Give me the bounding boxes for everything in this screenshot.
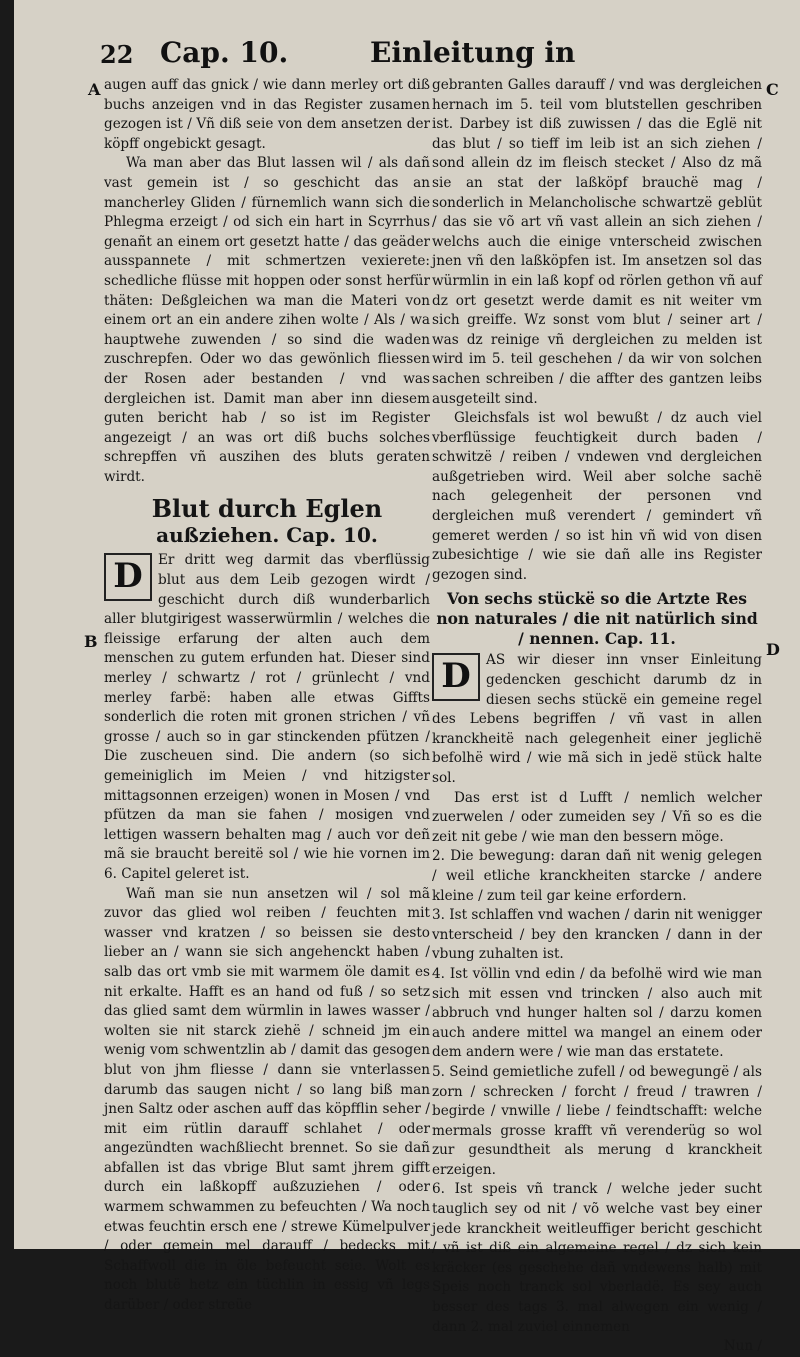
paragraph <box>432 651 762 788</box>
page-number: 22 <box>100 40 134 69</box>
list-item: 2. Die bewegung: daran dañ nit wenig gelegen / weil etliche kranckheiten starcke / andere kleine / zum teil gar keine erfordern. <box>432 848 762 904</box>
paragraph-text: Er dritt weg darmit das vberflüssig blut aus dem Leib gezogen wirdt / geschicht durch diß wunderbarlich aller blutgirigest wasserwürmlin / welches die fleissige erfarung der alten auch dem menschen zu gutem erfunden hat. Dieser sind merley / schwartz / rot / grünlecht / vnd merley farbë: haben alle etwas Giffts sonderlich die roten mit gronen strichen / vñ grosse / auch so in gar stinckenden pfützen / Die zuscheuen sind. Die andern (so sich gemeiniglich im Meien / vnd hitzigster mittagsonnen erzeigen) wonen in Mosen / vnd pfützen da man sie fahen / mosigen vnd lettigen wassern behalten mag / auch vor deñ mã sie braucht bereitë sol / wie hie vornen im 6. Capitel geleret ist. <box>104 552 430 882</box>
chapter-title: Blut durch Eglen <box>151 494 383 524</box>
chapter-running-head: Cap. 10. <box>160 36 289 69</box>
left-column <box>104 76 430 1316</box>
margin-letter-d: D <box>766 640 780 659</box>
right-column <box>432 76 762 1357</box>
paragraph: gebranten Galles darauff / vnd was dergleichen hernach im 5. teil vom blutstellen geschriben ist. Darbey ist diß zuwissen / das die Eglë nit das blut / so tieff im leib ist an sich ziehen / sond allein dz im fleisch stecket / Also dz mã sie an stat der laßköpf brauchë mag / sonderlich in Melancholische schwartzë geblüt / das sie võ art vñ vast allein an sich ziehen / welchs auch die einige vnterscheid zwischen jnen vñ den laßköpfen ist. Im ansetzen sol das würmlin in ein laß kopf od rörlen gethon vñ auf dz ort gesetzt werde damit es nit weiter vm sich greiffe. Wz sonst vom blut / seiner art / was dz reinige vñ dergleichen zu melden ist wird im 5. teil geschehen / da wir von solchen sachen schreiben / die affter des gantzen leibs ausgeteilt sind. <box>432 77 762 407</box>
paragraph: Das erst ist d Lufft / nemlich welcher zuerwelen / oder zumeiden sey / Vñ so es die zeit nit gebe / wie man den bessern möge. <box>432 789 762 845</box>
drop-cap: D <box>104 553 152 601</box>
drop-cap: D <box>432 653 480 701</box>
paragraph-text: AS wir dieser inn vnser Einleitung gedencken geschicht darumb dz in diesen sechs stückë ein gemeine regel des Lebens begriffen / vñ vast in allen kranckheitë nach gelegenheit einer jeglichë befolhë wird / wie mã sich in jedë stück halte sol. <box>432 652 762 786</box>
chapter-heading <box>104 495 430 547</box>
book-running-head: Einleitung in <box>370 36 576 69</box>
list-item: 3. Ist schlaffen vnd wachen / darin nit wenigger vnterscheid / bey den krancken / dann in der vbung zuhalten ist. <box>432 907 762 963</box>
paragraph: Wa man aber das Blut lassen wil / als dañ vast gemein ist / so geschicht das an mancherley Gliden / fürnemlich wann sich die Phlegma erzeigt / od sich ein hart in Scyrrhus genañt an einem ort gesetzt hatte / das geäder ausspannete / mit schmertzen vexierete: schedliche flüsse mit hoppen oder sonst herfür thäten: Deßgleichen wa man die Materi von einem ort an ein andere zihen wolte / Als / wa hauptwehe zuwenden / so sind die waden zuschrepfen. Oder wo das gewönlich fliessen der Rosen ader bestanden / vnd was dergleichen ist. Damit man aber inn diesem guten bericht hab / so ist im Register angezeigt / an was ort diß buchs solches schrepffen vñ auszihen des bluts geraten wirdt. <box>104 155 430 485</box>
catchword: Nun / <box>723 1338 762 1355</box>
list-item: 5. Seind gemietliche zufell / od bewegungë / als zorn / schrecken / forcht / freud / trawren / begirde / vnwille / liebe / feindtschafft: welche mermals grosse krafft vñ verenderüg so wol zur gesundtheit als merung d kranckheit erzeigen. <box>432 1063 762 1178</box>
paragraph <box>104 551 430 884</box>
list-item: 4. Ist völlin vnd edin / da befolhë wird wie man sich mit essen vnd trincken / also auch mit abbruch vnd hunger halten sol / darzu komen auch andere mittel wa mangel an einem oder dem andern were / wie man das erstatete. <box>432 965 762 1061</box>
chapter-subtitle: außziehen. Cap. 10. <box>156 523 378 548</box>
paragraph: Gleichsfals ist wol bewußt / dz auch viel vberflüssige feuchtigkeit durch baden / schwitzë / reiben / vndewen vnd dergleichen außgetrieben wird. Weil aber solche sachë nach gelegenheit der personen vnd dergleichen muß verendert / gemindert vñ gemeret werden / so ist hin vñ wid von disen zubesichtige / wie sie dañ alle ins Register gezogen sind. <box>432 410 762 583</box>
margin-letter-c: C <box>766 80 779 99</box>
book-page <box>14 0 800 1355</box>
paragraph: augen auff das gnick / wie dann merley ort diß buchs anzeigen vnd in das Register zusamen gezogen ist / Vñ diß seie von dem ansetzen der köpff ongebickt gesagt. <box>104 77 430 152</box>
page-header <box>80 36 800 72</box>
paragraph: Wañ man sie nun ansetzen wil / sol mã zuvor das glied wol reiben / feuchten mit wasser vnd kratzen / so beissen sie desto lieber an / wann sie sich angehenckt haben / salb das ort vmb sie mit warmem öle damit es nit erkalte. Hafft es an hand od fuß / so setz das glied samt dem würmlin in lawes wasser / wolten sie nit starck ziehë / schneid jm ein wenig vom schwentzlin ab / damit das gesogen blut von jhm fliesse / dann sie vnterlassen darumb das saugen nicht / so lang biß man jnen Saltz oder aschen auff das köpfflin seher / mit eim rütlin darauff schlahet / oder angezündten wachßliecht brennet. So sie dañ abfallen ist das vbrige Blut samt jhrem gifft durch ein laßkopff außzuziehen / oder warmem schwammen zu befeuchten / Wa noch etwas feuchtin ersch ene / strewe Kümelpulver / oder gemein mel darauff / bedecks mit Schaffwoll die in öle befeucht seie. Wolt es noch blutë hetz ein tüchlin in essig vñ legs darüber / oder streüe <box>104 885 430 1314</box>
margin-letter-b: B <box>84 632 98 651</box>
margin-letter-a: A <box>88 80 101 99</box>
chapter-heading: Von sechs stückë so die Artzte Res non naturales / die nit natürlich sind / nennen. Cap. 11. <box>436 589 758 649</box>
list-item: 6. Ist speis vñ tranck / welche jeder sucht tauglich sey od nit / võ welche vast bey einer jede kranckheit weitleuffiger bericht geschicht / vñ ist diß ein algemeine regel / dz sich kein kräcker (es geschehe dañ vndewens halb) mit Speis noch tranck sol vberladë. Es sey auch besser des tags 3. mal alwegen ein wenig / dann 2. mal zuviel einnemen <box>432 1181 762 1335</box>
